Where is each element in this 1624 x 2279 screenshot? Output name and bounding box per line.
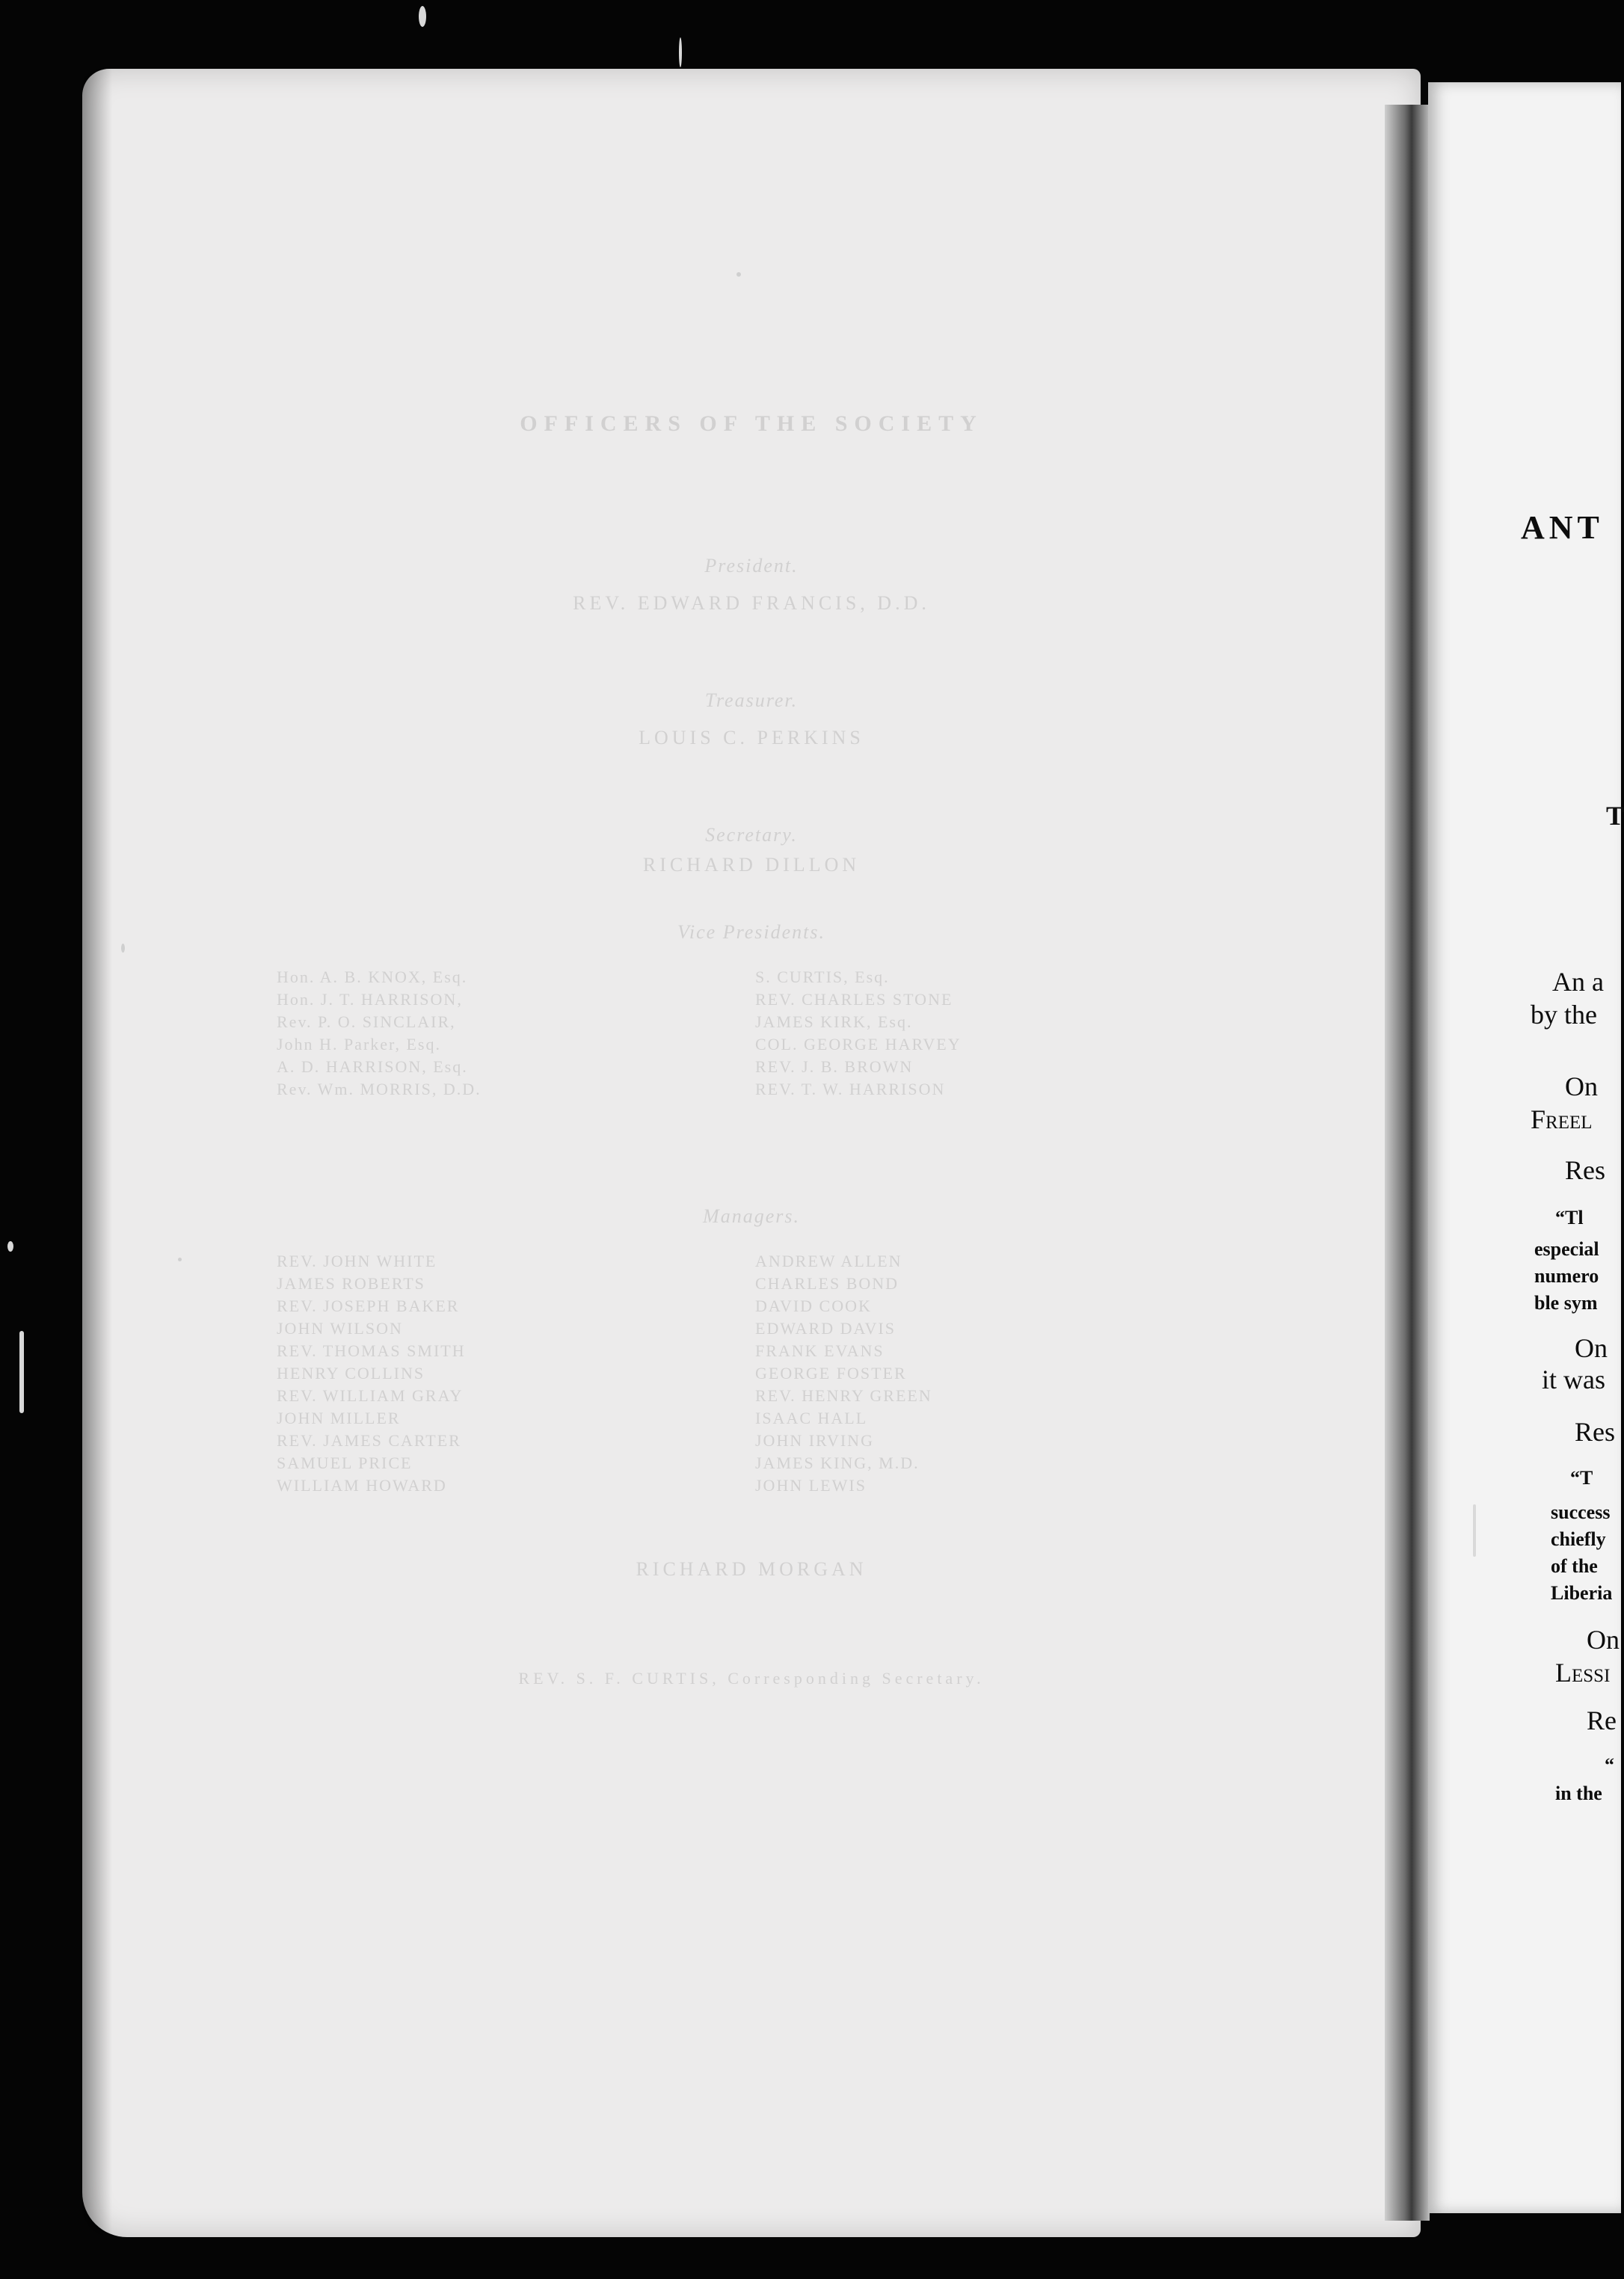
- right-line: especial: [1534, 1238, 1599, 1260]
- bleed-vp-label: Vice Presidents.: [677, 921, 826, 943]
- right-line: numero: [1534, 1265, 1599, 1287]
- right-line: by the: [1531, 1000, 1597, 1030]
- right-line: ble sym: [1534, 1292, 1598, 1314]
- right-line: Lessi: [1555, 1658, 1611, 1688]
- paper-speck: [121, 944, 125, 953]
- bleed-recording-secretary: RICHARD MORGAN: [636, 1558, 867, 1580]
- right-line: “: [1605, 1754, 1614, 1776]
- right-page: [1428, 82, 1624, 2213]
- right-line: it was: [1542, 1365, 1605, 1394]
- bleed-vp-left-column: Hon. A. B. KNOX, Esq. Hon. J. T. HARRISON, Rev. P. O. SINCLAIR, John H. Parker, Esq. A. D. HARRISON, Esq. Rev. Wm. MORRIS, D.D.: [277, 968, 482, 1098]
- paper-speck: [736, 272, 741, 277]
- bleed-title: OFFICERS OF THE SOCIETY: [520, 411, 983, 436]
- bleed-president-label: President.: [704, 555, 799, 576]
- right-line: Re: [1587, 1706, 1617, 1735]
- scan-artifact: [1473, 1504, 1476, 1557]
- right-page-heading: ANT: [1521, 509, 1604, 546]
- paper-speck: [178, 1258, 182, 1261]
- right-line: “T: [1570, 1467, 1593, 1489]
- right-line: Freel: [1531, 1104, 1593, 1134]
- right-line: On: [1575, 1333, 1608, 1363]
- right-line: “Tl: [1555, 1207, 1584, 1228]
- right-line: of the: [1551, 1555, 1598, 1577]
- bleed-vp-right-column: S. CURTIS, Esq. REV. CHARLES STONE JAMES KIRK, Esq. COL. GEORGE HARVEY REV. J. B. BROWN REV. T. W. HARRISON: [755, 968, 962, 1098]
- scan-artifact: [7, 1241, 13, 1252]
- bleed-managers-right-column: ANDREW ALLEN CHARLES BOND DAVID COOK EDWARD DAVIS FRANK EVANS GEORGE FOSTER REV. HENRY GREEN ISAAC HALL JOHN IRVING JAMES KING, M.D. JOHN LEWIS: [755, 1252, 932, 1495]
- bleed-footer-line: REV. S. F. CURTIS, Corresponding Secretary.: [518, 1669, 985, 1688]
- book-gutter: [1385, 105, 1430, 2221]
- right-line: Res: [1575, 1417, 1615, 1447]
- right-line-t: T: [1606, 801, 1624, 831]
- right-line: Liberia: [1551, 1582, 1613, 1604]
- right-line: in the: [1555, 1783, 1602, 1804]
- right-line: chiefly: [1551, 1528, 1606, 1550]
- bleed-treasurer-label: Treasurer.: [704, 689, 799, 711]
- scan-artifact: [419, 6, 426, 27]
- right-line: On: [1587, 1625, 1620, 1655]
- bleed-secretary-name: RICHARD DILLON: [642, 854, 861, 876]
- left-page: [82, 69, 1421, 2237]
- right-line: success: [1551, 1501, 1611, 1523]
- bleed-secretary-label: Secretary.: [705, 824, 798, 846]
- right-line: Res: [1565, 1155, 1605, 1185]
- scan-artifact: [679, 37, 682, 67]
- right-line: An a: [1552, 967, 1604, 997]
- right-line: On: [1565, 1071, 1598, 1101]
- bleed-treasurer-name: LOUIS C. PERKINS: [639, 727, 864, 748]
- bleed-president-name: REV. EDWARD FRANCIS, D.D.: [573, 592, 930, 614]
- bleed-managers-label: Managers.: [703, 1205, 800, 1227]
- page-edge-shadow: [82, 69, 112, 2237]
- bleed-managers-left-column: REV. JOHN WHITE JAMES ROBERTS REV. JOSEPH BAKER JOHN WILSON REV. THOMAS SMITH HENRY COLLINS REV. WILLIAM GRAY JOHN MILLER REV. JAMES CARTER SAMUEL PRICE WILLIAM HOWARD: [277, 1252, 466, 1495]
- scan-artifact: [19, 1331, 24, 1413]
